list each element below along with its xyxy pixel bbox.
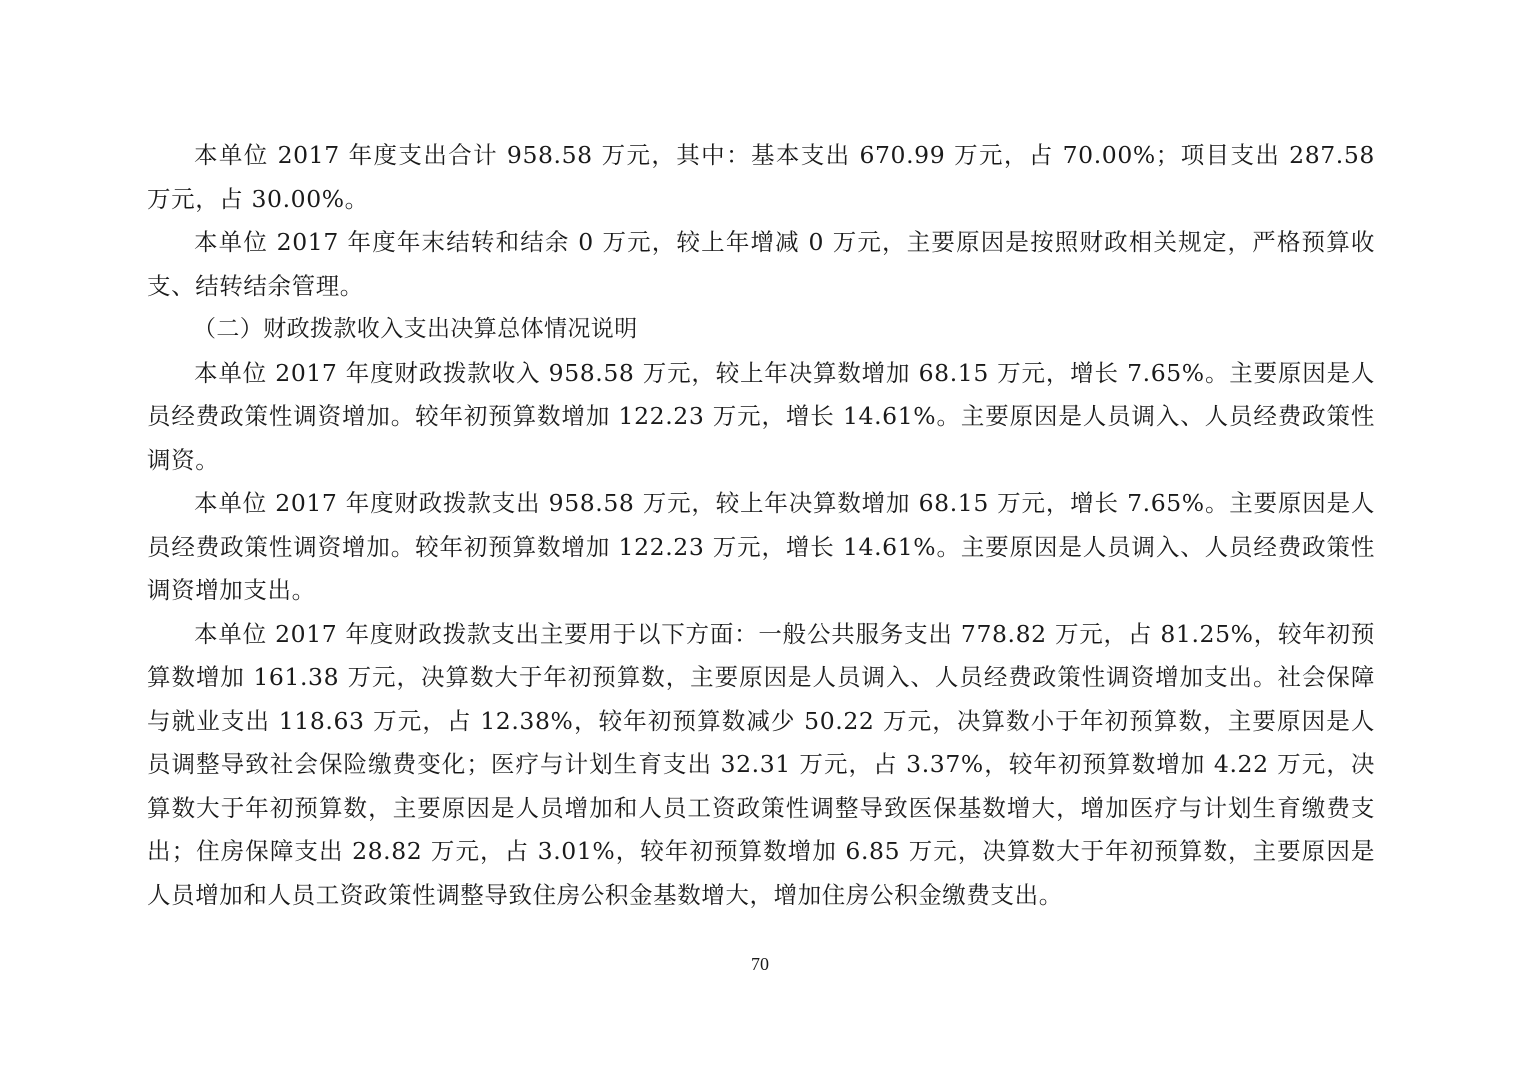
paragraph-fiscal-expenditure: 本单位 2017 年度财政拨款支出 958.58 万元，较上年决算数增加 68.15 万元，增长 7.65%。主要原因是人员经费政策性调资增加。较年初预算数增加 122.23 万元，增长 14.61%。主要原因是人员调入、人员经费政策性调资增加支出。 [147, 489, 1375, 604]
paragraph-year-end-balance: 本单位 2017 年度年末结转和结余 0 万元，较上年增减 0 万元，主要原因是按照财政相关规定，严格预算收支、结转结余管理。 [147, 228, 1375, 300]
section-heading: （二）财政拨款收入支出决算总体情况说明 [193, 316, 638, 342]
paragraph-expenditure-total: 本单位 2017 年度支出合计 958.58 万元，其中：基本支出 670.99 万元，占 70.00%；项目支出 287.58 万元，占 30.00%。 [147, 141, 1375, 213]
paragraph-fiscal-income: 本单位 2017 年度财政拨款收入 958.58 万元，较上年决算数增加 68.15 万元，增长 7.65%。主要原因是人员经费政策性调资增加。较年初预算数增加 122.23 万元，增长 14.61%。主要原因是人员调入、人员经费政策性调资。 [147, 358, 1375, 474]
page-number: 70 [751, 954, 769, 974]
document-body [147, 134, 1375, 917]
paragraph-expenditure-breakdown: 本单位 2017 年度财政拨款支出主要用于以下方面：一般公共服务支出 778.82 万元，占 81.25%，较年初预算数增加 161.38 万元，决算数大于年初预算数，主要原因是人员调入、人员经费政策性调资增加支出。社会保障与就业支出 118.63 万元，占 12.38%，较年初预算数减少 50.22 万元，决算数小于年初预算数，主要原因是人员调整导致社会保险缴费变化；医疗与计划生育支出 32.31 万元，占 3.37%，较年初预算数增加 4.22 万元，决算数大于年初预算数，主要原因是人员增加和人员工资政策性调整导致医保基数增大，增加医疗与计划生育缴费支出；住房保障支出 28.82 万元，占 3.01%，较年初预算数增加 6.85 万元，决算数大于年初预算数，主要原因是人员增加和人员工资政策性调整导致住房公积金基数增大，增加住房公积金缴费支出。 [147, 619, 1375, 909]
